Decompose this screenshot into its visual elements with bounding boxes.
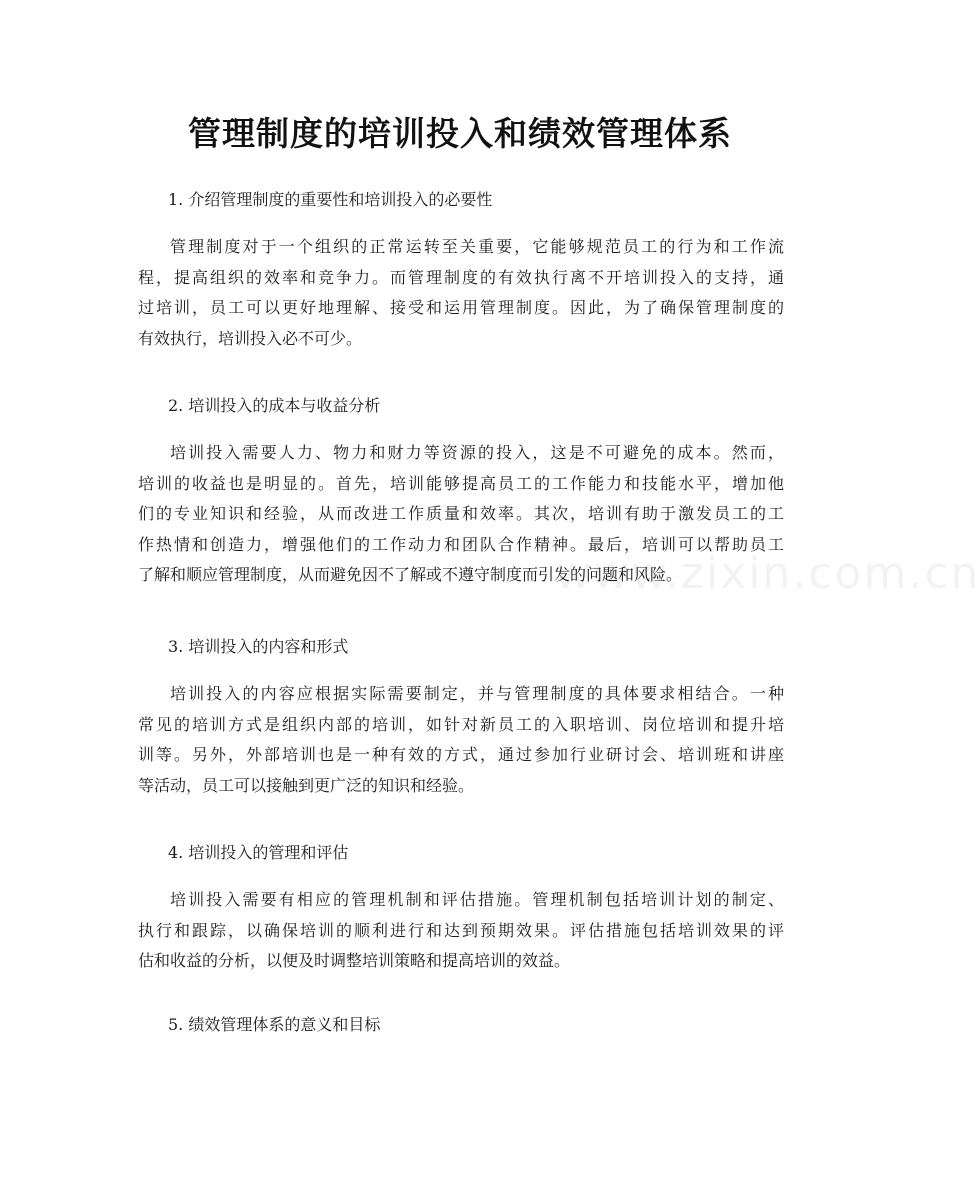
section-paragraph-2	[138, 438, 784, 591]
section-heading-1: 1. 介绍管理制度的重要性和培训投入的必要性	[168, 190, 493, 209]
paragraph-line: 估和收益的分析，以便及时调整培训策略和提高培训的效益。	[138, 951, 571, 970]
paragraph-line: 执行和跟踪，以确保培训的顺利进行和达到预期效果。评估措施包括培训效果的评	[138, 920, 784, 940]
section-paragraph-3	[138, 679, 784, 801]
section-heading-4: 4. 培训投入的管理和评估	[168, 843, 349, 862]
paragraph-line: 训等。另外，外部培训也是一种有效的方式，通过参加行业研讨会、培训班和讲座	[138, 745, 784, 764]
paragraph-line: 培训投入的内容应根据实际需要制定，并与管理制度的具体要求相结合。一种	[170, 684, 784, 703]
paragraph-line: 培训投入需要人力、物力和财力等资源的投入，这是不可避免的成本。然而，	[170, 443, 784, 462]
paragraph-line: 有效执行，培训投入必不可少。	[138, 328, 363, 348]
document-title: 管理制度的培训投入和绩效管理体系	[188, 114, 732, 153]
watermark: www.zixin.com.cn	[555, 548, 980, 599]
paragraph-line: 程，提高组织的效率和竞争力。而管理制度的有效执行离不开培训投入的支持，通	[138, 267, 784, 287]
section-heading-3: 3. 培训投入的内容和形式	[168, 637, 349, 656]
paragraph-line: 作热情和创造力，增强他们的工作动力和团队合作精神。最后，培训可以帮助员工	[138, 534, 784, 554]
section-paragraph-1	[138, 232, 784, 354]
paragraph-line: 了解和顺应管理制度，从而避免因不了解或不遵守制度而引发的问题和风险。	[138, 565, 683, 584]
paragraph-line: 培训的收益也是明显的。首先，培训能够提高员工的工作能力和技能水平，增加他	[138, 473, 784, 493]
section-paragraph-4	[138, 885, 784, 977]
paragraph-line: 等活动，员工可以接触到更广泛的知识和经验。	[138, 775, 475, 795]
paragraph-line: 过培训，员工可以更好地理解、接受和运用管理制度。因此，为了确保管理制度的	[138, 298, 784, 317]
paragraph-line: 们的专业知识和经验，从而改进工作质量和效率。其次，培训有助于激发员工的工	[138, 504, 784, 523]
section-heading-5: 5. 绩效管理体系的意义和目标	[168, 1015, 381, 1034]
paragraph-line: 管理制度对于一个组织的正常运转至关重要，它能够规范员工的行为和工作流	[170, 237, 784, 256]
paragraph-line: 常见的培训方式是组织内部的培训，如针对新员工的入职培训、岗位培训和提升培	[138, 714, 784, 734]
section-heading-2: 2. 培训投入的成本与收益分析	[168, 396, 381, 415]
paragraph-line: 培训投入需要有相应的管理机制和评估措施。管理机制包括培训计划的制定、	[170, 890, 784, 909]
